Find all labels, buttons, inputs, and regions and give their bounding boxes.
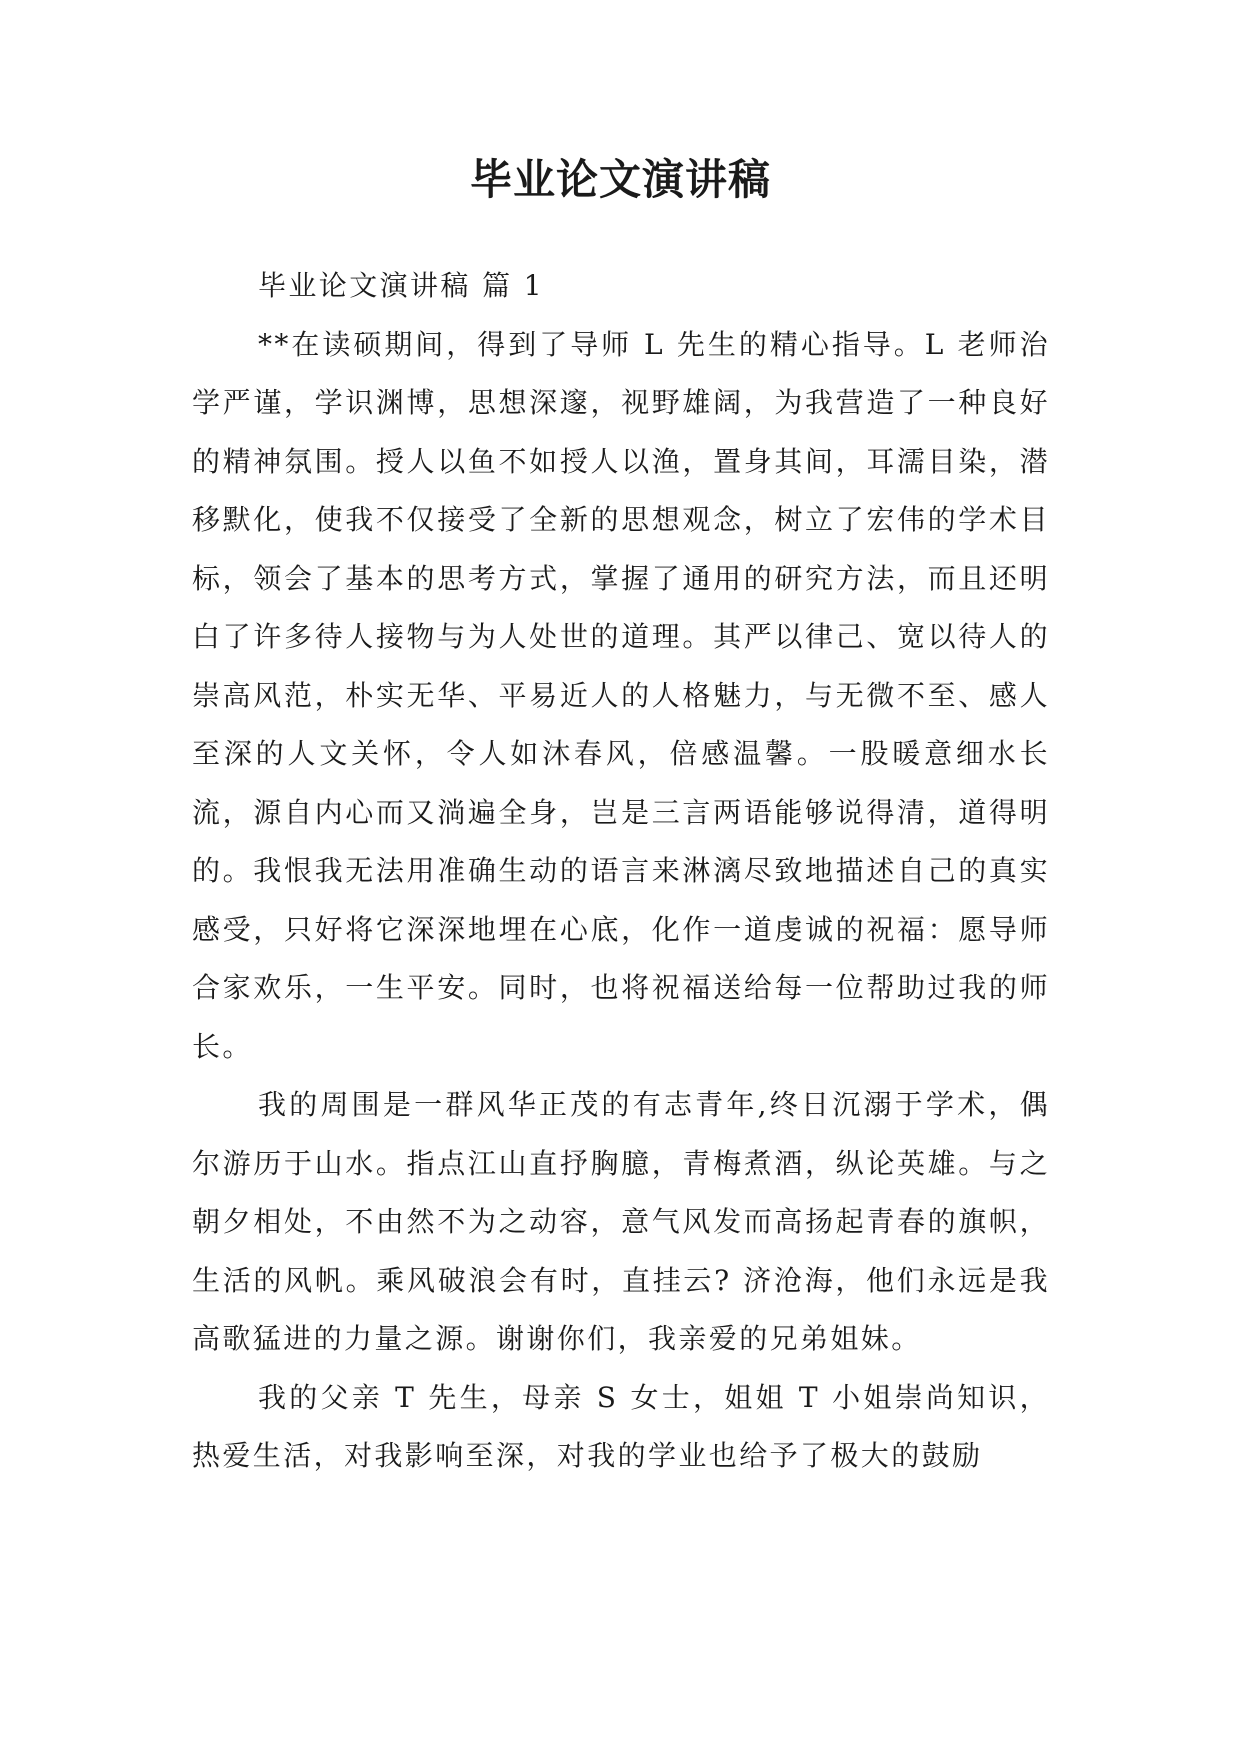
paragraph-advisor-thanks: **在读硕期间，得到了导师 L 先生的精心指导。L 老师治学严谨，学识渊博，思想深邃，视野雄阔，为我营造了一种良好的精神氛围。授人以鱼不如授人以渔，置身其间，耳濡目染，潜移默化，使我不仅接受了全新的思想观念，树立了宏伟的学术目标，领会了基本的思考方式，掌握了通用的研究方法，而且还明白了许多待人接物与为人处世的道理。其严以律己、宽以待人的崇高风范，朴实无华、平易近人的人格魅力，与无微不至、感人至深的人文关怀，令人如沐春风，倍感温馨。一股暖意细水长流，源自内心而又淌遍全身，岂是三言两语能够说得清，道得明的。我恨我无法用准确生动的语言来淋漓尽致地描述自己的真实感受，只好将它深深地埋在心底，化作一道虔诚的祝福：愿导师合家欢乐，一生平安。同时，也将祝福送给每一位帮助过我的师长。 bbox=[192, 327, 1050, 1063]
document-body bbox=[192, 257, 1050, 1486]
paragraph-family-thanks: 我的父亲 T 先生，母亲 S 女士，姐姐 T 小姐崇尚知识，热爱生活，对我影响至深，对我的学业也给予了极大的鼓励 bbox=[192, 1380, 1050, 1472]
section-heading: 毕业论文演讲稿 篇 1 bbox=[258, 269, 545, 302]
document-title: 毕业论文演讲稿 bbox=[469, 155, 771, 204]
paragraph-peers-thanks: 我的周围是一群风华正茂的有志青年,终日沉溺于学术，偶尔游历于山水。指点江山直抒胸臆，青梅煮酒，纵论英雄。与之朝夕相处，不由然不为之动容，意气风发而高扬起青春的旗帜，生活的风帆。乘风破浪会有时，直挂云? 济沧海，他们永远是我高歌猛进的力量之源。谢谢你们，我亲爱的兄弟姐妹。 bbox=[192, 1088, 1050, 1355]
